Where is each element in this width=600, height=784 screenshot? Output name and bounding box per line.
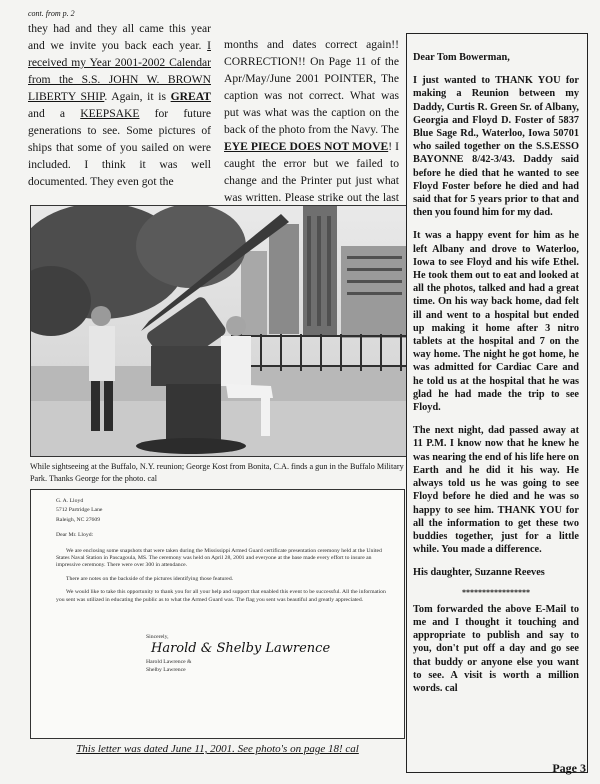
handwritten-signature: Harold & Shelby Lawrence: [151, 641, 331, 657]
letter-signer-1: Harold Lawrence &: [146, 659, 192, 666]
right-salutation: Dear Tom Bowerman,: [413, 52, 510, 63]
letter-closing: Sincerely,: [146, 634, 169, 641]
right-paragraph-3: The next night, dad passed away at 11 P.M. I know now that he knew he was nearing the end of his life here on Earth and he did it his way. He always told us he was going to see Floyd before he died and he was so happy to see him. THANK YOU for all the information to get these two buddies together, just for a little while. You made a difference.: [413, 425, 579, 556]
right-column-text: [413, 51, 579, 705]
col2-text-a: months and dates correct again!! CORRECTION!! On Page 11 of the Apr/May/June 2001 POINTER, The caption was not correct. What was put was what was the caption on the back of the photo from the Navy. The: [224, 38, 399, 136]
letter-paragraph-2: There are notes on the backside of the pictures identifying those featured.: [66, 575, 234, 582]
col1-text-c: and a: [28, 107, 81, 120]
gun-photo: [30, 205, 407, 457]
column-1-text: [28, 8, 211, 190]
letter-recipient-street: 5712 Partridge Lane: [56, 507, 103, 514]
stars-divider: *****************: [462, 587, 530, 597]
letter-date-note: This letter was dated June 11, 2001. See photo's on page 18! cal: [76, 743, 359, 755]
right-signoff: His daughter, Suzanne Reeves: [413, 567, 545, 579]
letter-recipient-city: Raleigh, NC 27609: [56, 516, 101, 523]
col1-text-d: for future generations to see. Some pictures of ships that some of you sailed on were included. I think it was well documented. They even got the: [28, 107, 212, 188]
letter-signer-2: Shelby Lawrence: [146, 666, 186, 673]
letter-paragraph-3: We would like to take this opportunity to thank you for all your help and support that enabled this event to be successful. All the information you sent was utilized in educating the public as to what the Armed Guard was. The flag you sent was beautiful and greatly appreciated.: [56, 589, 386, 603]
letter-salutation: Dear Mr. Lloyd:: [56, 532, 94, 539]
col2-eye-piece: EYE PIECE DOES NOT MOVE: [224, 140, 389, 153]
photo-illustration: [31, 206, 406, 456]
col1-great: GREAT: [170, 90, 211, 103]
col1-keepsake: KEEPSAKE: [80, 107, 140, 120]
page-number: Page 3: [552, 761, 586, 775]
continued-from-note: cont. from p. 2: [28, 9, 75, 18]
letter-box: [30, 489, 405, 739]
letter-paragraph-1: We are enclosing some snapshots that were taken during the Mississippi Armed Guard certificate presentation ceremony held at the United States Naval Station in Pascagoula, MS. The ceremony was held on April 28, 2001 and everyone at the base made every effort to insure an impressive ceremony. There were over 300 in attendance.: [56, 547, 382, 569]
right-paragraph-2: It was a happy event for him as he left Albany and drove to Waterloo, Iowa to see Floyd and his wife Ethel. He took them out to eat and looked at all the photos, talked and had a great time. On his way back home, dad felt ill and went to a hospital but ended up making it home after 3 nitro tablets at the hospital and 7 on the way home. The night he got home, he was admitted for Cardiac Care and he told us at the hospital that he was glad he had made the trip to see Floyd.: [413, 230, 579, 414]
col1-text-a: they had and they all came this year and we invite you back each year.: [28, 22, 211, 52]
right-paragraph-4: Tom forwarded the above E-Mail to me and I thought it touching and appropriate to publish and say to you, don't put off a day and go see that buddy or anyone else you want to see. A visit is worth a million words. cal: [413, 603, 579, 694]
photo-caption: While sightseeing at the Buffalo, N.Y. reunion; George Kost from Bonita, C.A. finds a gun in the Buffalo Military Park. Thanks George for the photo. cal: [30, 462, 404, 483]
column-2-text: [224, 36, 399, 233]
right-paragraph-1: I just wanted to THANK YOU for making a Reunion between my Daddy, Curtis R. Green Sr. of Albany, Georgia and Floyd D. Foster of 5837 Blue Sage Rd., Waterloo, Iowa 50701 who sailed together on the S.S.ESSO BAYONNE 8/42-3/43. Daddy said before he died that he wanted to see Floyd Foster before he died and had said that for 5 years prior to that and then you found him for my dad.: [413, 75, 579, 219]
col1-underlined-calendar: I received my Year 2001-2002 Calendar from the S.S. JOHN W. BROWN LIBERTY SHIP: [28, 39, 211, 103]
letter-recipient-name: G. A. Lloyd: [56, 498, 84, 504]
col1-text-b: . Again, it is: [104, 90, 171, 103]
col2-text-b: ! I caught the error but we failed to change and the Printer put just what was written. Please strike out the last: [224, 140, 399, 204]
